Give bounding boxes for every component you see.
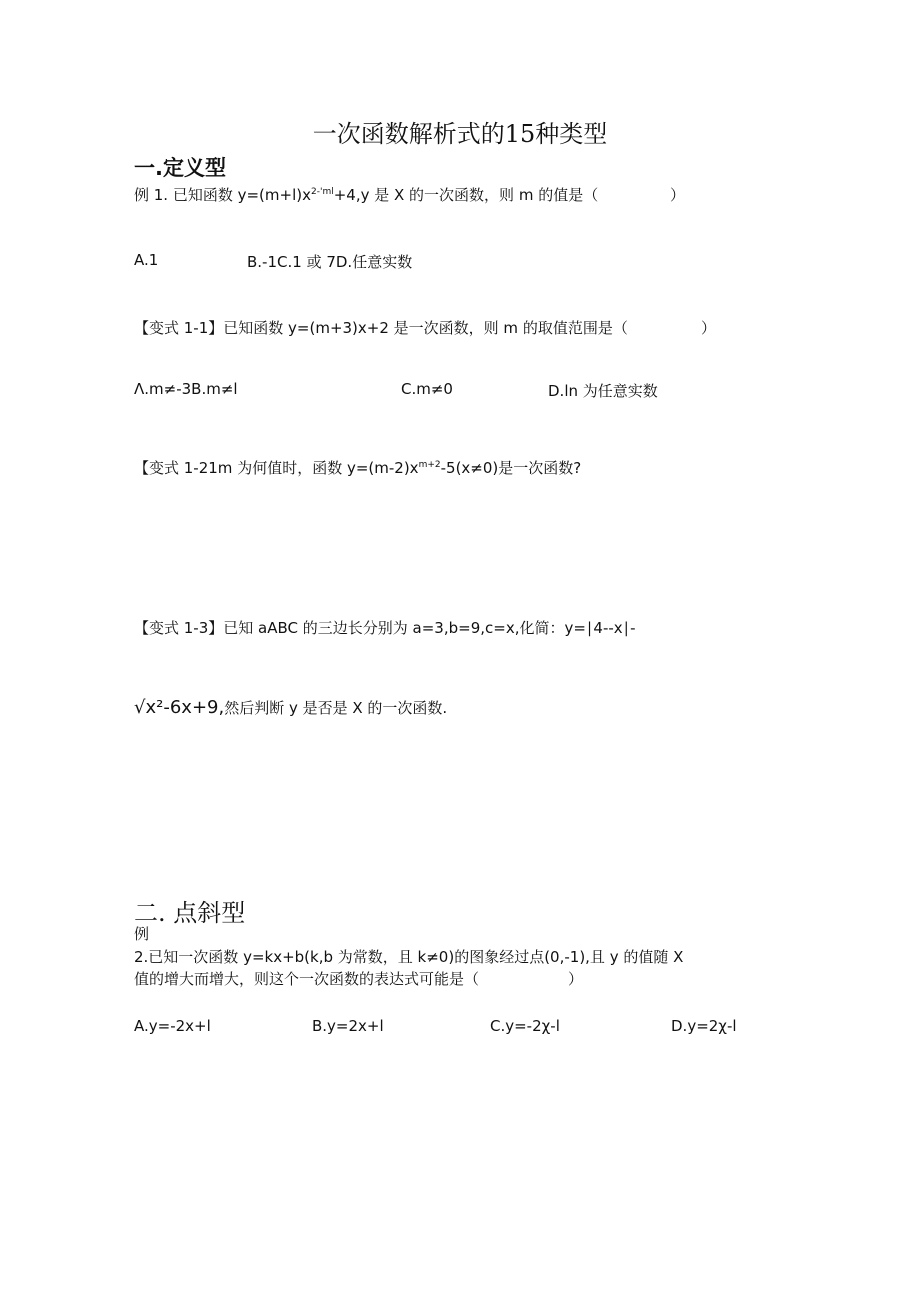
example-2-close-paren: ） (568, 970, 584, 988)
variant-1-3-question-line2 (134, 697, 447, 718)
example-2-label: 例 (134, 925, 150, 943)
variant-1-2-exponent: m+2 (418, 460, 441, 470)
variant-1-2-text-pre: 【变式 1-21m 为何值时，函数 y=(m-2)x (134, 459, 419, 477)
example-1-options-bcd: B.-1C.1 或 7D.任意实数 (247, 253, 413, 271)
variant-1-3-question-line1: 【变式 1-3】已知 aABC 的三边长分别为 a=3,b=9,c=x,化简：y=∣4--x∣- (134, 619, 636, 637)
variant-1-3-sqrt-expression: √x²-6x+9, (134, 697, 225, 718)
example-1-close-paren: ） (670, 186, 686, 204)
example-1-text-post: +4,y 是 X 的一次函数，则 m 的值是（ (333, 186, 599, 204)
section-heading-point-slope: 二. 点斜型 (134, 899, 246, 927)
example-2-option-d: D.y=2χ-l (671, 1017, 737, 1035)
example-2-question-line1: 2.已知一次函数 y=kx+b(k,b 为常数，且 k≠0)的图象经过点(0,-1),且 y 的值随 X (134, 948, 684, 966)
section-heading-definition: 一.定义型 (134, 156, 226, 180)
example-2-option-c: C.y=-2χ-l (490, 1017, 560, 1035)
variant-1-1-question: 【变式 1-1】已知函数 y=(m+3)x+2 是一次函数，则 m 的取值范围是（ (134, 319, 628, 337)
example-1-question (134, 184, 598, 205)
variant-1-1-options-ab: Λ.m≠-3B.m≠l (134, 380, 238, 398)
example-1-exponent: 2-'ml (311, 187, 334, 197)
variant-1-2-question (134, 457, 581, 478)
example-1-option-a: A.1 (134, 251, 159, 269)
example-2-question-line2: 值的增大而增大，则这个一次函数的表达式可能是（ (134, 970, 480, 988)
example-1-text-pre: 例 1. 已知函数 y=(m+l)x (134, 186, 311, 204)
variant-1-1-option-d: D.ln 为任意实数 (548, 382, 658, 400)
example-2-option-a: A.y=-2x+l (134, 1017, 211, 1035)
variant-1-2-text-post: -5(x≠0)是一次函数? (440, 459, 582, 477)
variant-1-1-option-c: C.m≠0 (401, 380, 453, 398)
variant-1-3-text-post: 然后判断 y 是否是 X 的一次函数. (224, 699, 448, 717)
document-title: 一次函数解析式的15种类型 (312, 120, 608, 148)
example-2-option-b: B.y=2x+l (312, 1017, 384, 1035)
variant-1-1-close-paren: ） (701, 319, 717, 337)
